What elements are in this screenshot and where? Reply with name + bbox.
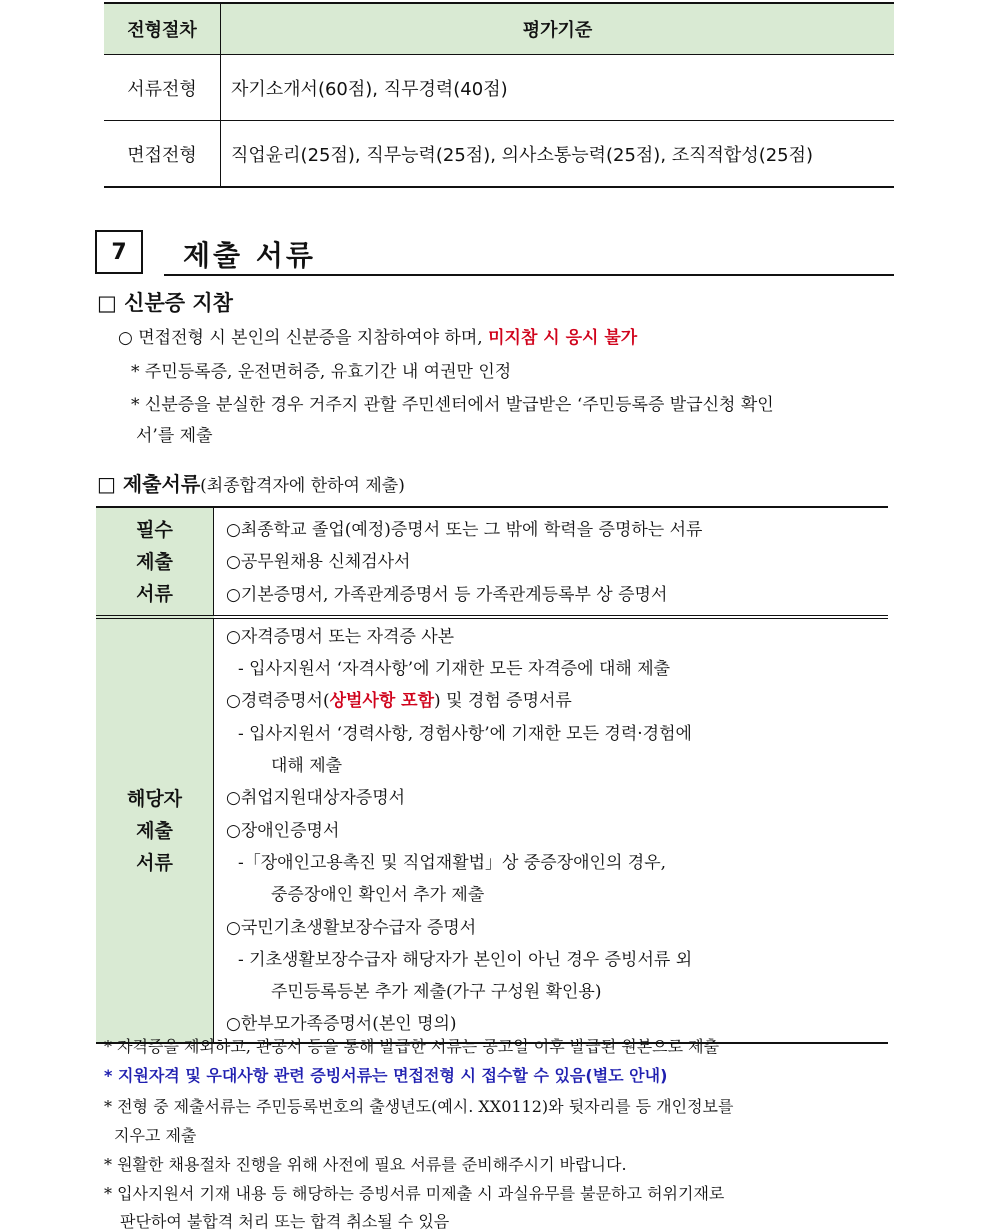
list-item: ○자격증명서 또는 자격증 사본 xyxy=(226,626,455,647)
label-line: 해당자 xyxy=(126,787,183,810)
list-item-text: ○경력증명서( xyxy=(226,691,330,712)
eval-header-criteria: 평가기준 xyxy=(221,3,895,55)
submit-heading-note: (최종합격자에 한하여 제출) xyxy=(200,476,405,496)
footnote-emphasis: * 지원자격 및 우대사항 관련 증빙서류는 면접전형 시 접수할 수 있음(별도 안내) xyxy=(104,1066,668,1085)
footnote: * 자격증을 제외하고, 관공서 등을 통해 발급한 서류는 공고일 이후 발급된 원본으로 제출 xyxy=(104,1037,720,1056)
id-card-line-text: ○ 면접전형 시 본인의 신분증을 지참하여야 하며, xyxy=(118,328,489,348)
id-card-note: * 신분증을 분실한 경우 거주지 관할 주민센터에서 발급받은 ‘주민등록증 발급신청 확인 xyxy=(131,395,774,415)
required-docs-list xyxy=(214,507,889,617)
list-item: ○국민기초생활보장수급자 증명서 xyxy=(226,917,477,938)
eval-criteria-cell: 자기소개서(60점), 직무경력(40점) xyxy=(221,55,895,121)
footnote: * 입사지원서 기재 내용 등 해당하는 증빙서류 미제출 시 과실유무를 불문하고 허위기재로 xyxy=(104,1184,725,1203)
id-card-warning: 미지참 시 응시 불가 xyxy=(488,328,638,348)
footnote: * 원활한 채용절차 진행을 위해 사전에 필요 서류를 준비해주시기 바랍니다. xyxy=(104,1155,627,1174)
list-item: ○취업지원대상자증명서 xyxy=(226,788,406,809)
id-card-note: * 주민등록증, 운전면허증, 유효기간 내 여권만 인정 xyxy=(131,362,512,382)
label-line: 제출 xyxy=(136,551,173,573)
evaluation-table xyxy=(104,2,894,188)
footnote-continued: 지우고 제출 xyxy=(114,1126,197,1145)
list-item: ○최종학교 졸업(예정)증명서 또는 그 밖에 학력을 증명하는 서류 xyxy=(226,520,703,540)
id-card-note-continued: 서’를 제출 xyxy=(136,426,213,446)
eval-header-stage: 전형절차 xyxy=(104,3,221,55)
label-line: 서류 xyxy=(136,851,173,874)
required-docs-label xyxy=(96,507,214,617)
section-divider xyxy=(164,274,894,276)
section-title: 제출 서류 xyxy=(183,239,316,272)
list-item-emphasis: 상벌사항 포함 xyxy=(329,691,435,712)
label-line: 제출 xyxy=(136,819,173,842)
table-row xyxy=(104,121,894,188)
list-subitem-continued: 중증장애인 확인서 추가 제출 xyxy=(271,885,485,906)
eval-criteria-cell: 직업윤리(25점), 직무능력(25점), 의사소통능력(25점), 조직적합성(25점) xyxy=(221,121,895,188)
label-line: 필수 xyxy=(136,519,173,541)
list-item xyxy=(226,685,887,717)
optional-docs-label xyxy=(96,617,214,1043)
optional-docs-list xyxy=(214,617,889,1043)
optional-docs-row xyxy=(96,617,888,1043)
list-subitem-continued: 주민등록등본 추가 제출(가구 구성원 확인용) xyxy=(271,982,602,1003)
footnote: * 전형 중 제출서류는 주민등록번호의 출생년도(예시. XX0112)와 뒷자리를 등 개인정보를 xyxy=(104,1097,734,1116)
submit-heading xyxy=(97,468,405,497)
list-item: ○공무원채용 신체검사서 xyxy=(226,552,411,573)
eval-stage-cell: 면접전형 xyxy=(104,121,221,188)
list-subitem-continued: 대해 제출 xyxy=(271,756,343,777)
submit-heading-title: 제출서류 xyxy=(122,472,201,496)
id-card-line xyxy=(118,323,637,348)
required-docs-row xyxy=(96,507,888,617)
list-item-text: ) 및 경험 증명서류 xyxy=(434,691,572,712)
list-subitem: - 기초생활보장수급자 해당자가 본인이 아닌 경우 증빙서류 외 xyxy=(238,949,693,970)
list-subitem: - 입사지원서 ‘자격사항’에 기재한 모든 자격증에 대해 제출 xyxy=(238,659,671,680)
eval-stage-cell: 서류전형 xyxy=(104,55,221,121)
list-subitem: - 입사지원서 ‘경력사항, 경험사항’에 기재한 모든 경력·경험에 xyxy=(238,723,692,744)
footnote-continued: 판단하여 불합격 처리 또는 합격 취소될 수 있음 xyxy=(120,1212,450,1231)
list-item: ○장애인증명서 xyxy=(226,820,340,841)
id-card-heading: □ 신분증 지참 xyxy=(97,291,233,315)
label-line: 서류 xyxy=(136,583,173,605)
list-item: ○한부모가족증명서(본인 명의) xyxy=(226,1014,457,1035)
table-row xyxy=(104,55,894,121)
section-number: 7 xyxy=(95,230,143,274)
list-subitem: -「장애인고용촉진 및 직업재활법」상 중증장애인의 경우, xyxy=(238,852,667,873)
documents-table xyxy=(96,506,888,1044)
list-item: ○기본증명서, 가족관계증명서 등 가족관계등록부 상 증명서 xyxy=(226,584,668,605)
submit-heading-box: □ xyxy=(97,472,123,496)
eval-header-row xyxy=(104,3,894,55)
